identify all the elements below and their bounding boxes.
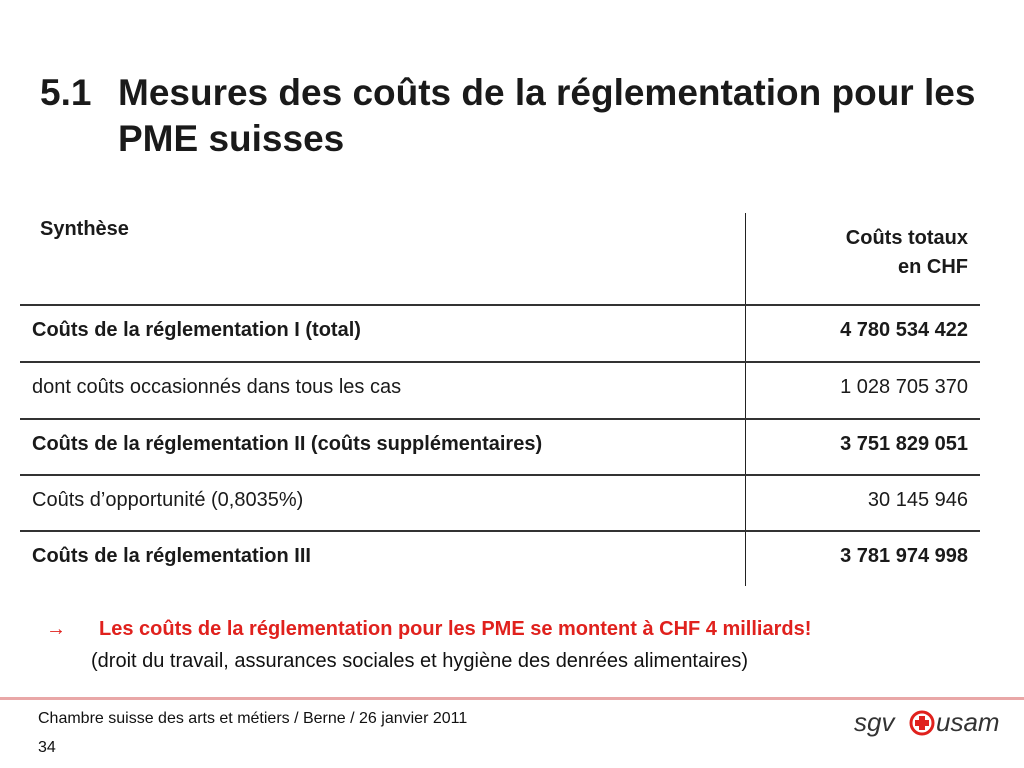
note-detail: (droit du travail, assurances sociales et hygiène des denrées alimentaires) — [91, 650, 749, 672]
header-total-costs-line2: en CHF — [898, 256, 968, 278]
logo-text-left: sgv — [854, 707, 895, 737]
row-label: Coûts de la réglementation III — [32, 545, 311, 567]
table-row — [20, 306, 980, 362]
header-synthese: Synthèse — [40, 218, 129, 240]
page-number: 34 — [38, 739, 56, 756]
row-value: 1 028 705 370 — [840, 376, 968, 398]
arrow-right-icon: → — [46, 618, 66, 640]
footer-divider — [0, 697, 1024, 700]
row-value: 3 751 829 051 — [840, 433, 968, 455]
title-text: Mesures des coûts de la réglementation pour les PME suisses — [118, 72, 976, 159]
swiss-cross-icon — [911, 712, 933, 734]
footer-text: Chambre suisse des arts et métiers / Berne / 26 janvier 2011 — [38, 710, 468, 727]
table-row — [20, 420, 980, 476]
row-label: Coûts de la réglementation II (coûts supplémentaires) — [32, 433, 543, 455]
table-row — [20, 476, 980, 532]
row-label: dont coûts occasionnés dans tous les cas — [32, 376, 402, 398]
row-label: Coûts de la réglementation I (total) — [32, 319, 361, 341]
row-value: 4 780 534 422 — [840, 319, 968, 341]
logo-text-right: usam — [936, 707, 1000, 737]
row-value: 3 781 974 998 — [840, 545, 968, 567]
note-headline: Les coûts de la réglementation pour les PME se montent à CHF 4 milliards! — [99, 618, 812, 640]
table-row — [20, 363, 980, 419]
cost-summary-table — [20, 213, 980, 586]
header-total-costs — [768, 224, 968, 282]
sgv-usam-logo — [852, 703, 1017, 743]
row-label: Coûts d’opportunité (0,8035%) — [32, 489, 304, 511]
header-total-costs-line1: Coûts totaux — [845, 227, 968, 249]
row-value: 30 145 946 — [867, 489, 968, 511]
table-row — [20, 532, 980, 588]
section-number: 5.1 — [40, 72, 92, 113]
